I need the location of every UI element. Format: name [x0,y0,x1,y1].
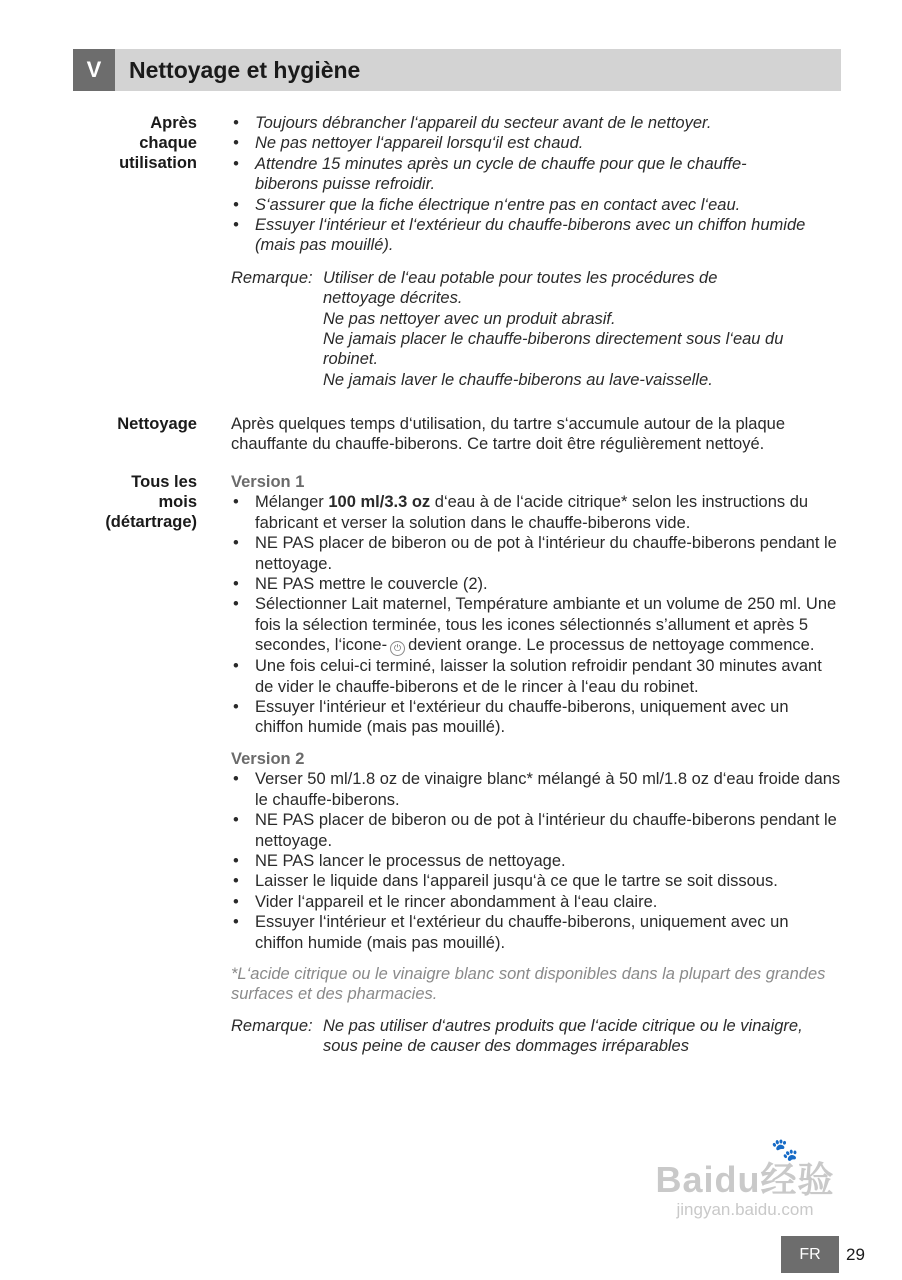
language-badge: FR [781,1236,839,1273]
remark-line: Utiliser de l‘eau potable pour toutes les procédures de nettoyage décrites. [323,268,718,308]
list-item: • Essuyer l‘intérieur et l‘extérieur du chauffe-biberons, uniquement avec un chiffon humide (mais pas mouillé). [231,697,841,738]
list-item: • S‘assurer que la fiche électrique n‘entre pas en contact avec l‘eau. [231,195,841,215]
after-use-content [231,113,841,390]
version-1-title: Version 1 [231,473,305,491]
page-number: 29 [846,1245,865,1264]
list-item: • Verser 50 ml/1.8 oz de vinaigre blanc* mélangé à 50 ml/1.8 oz d‘eau froide dans le chauffe-biberons. [231,769,841,810]
power-icon: ⏻ [390,641,405,656]
remark-line: Ne jamais laver le chauffe-biberons au lave-vaisselle. [323,370,713,389]
label-monthly: Tous les mois (détartrage) [105,473,197,531]
section-title: Nettoyage et hygiène [129,57,361,83]
remark-body [323,268,803,390]
cleaning-text: Après quelques temps d‘utilisation, du tartre s‘accumule autour de la plaque chauffante du chauffe-biberons. Ce tartre doit être régulièrement nettoyé. [231,415,785,454]
list-item: • Laisser le liquide dans l‘appareil jusqu‘à ce que le tartre se soit dissous. [231,871,841,891]
list-item: • Vider l‘appareil et le rincer abondamment à l‘eau claire. [231,892,841,912]
section-header [73,49,841,91]
remark-label: Remarque: [231,268,313,287]
footnote: *L‘acide citrique ou le vinaigre blanc sont disponibles dans la plupart des grandes surfaces et des pharmacies. [231,964,826,1004]
version-2-title: Version 2 [231,749,305,768]
version-2-list [231,769,841,953]
list-item: • NE PAS lancer le processus de nettoyage. [231,851,841,871]
label-after-use: Après chaque utilisation [119,114,197,172]
list-item: • Sélectionner Lait maternel, Température ambiante et un volume de 250 ml. Une fois la sélection terminée, tous les icones sélectionnés s’allument et après 5 secondes, l‘icone- ⏻ devient orange. Le processus de nettoyage commence. [231,594,855,656]
baidu-watermark: 🐾 Baidu经验 jingyan.baidu.com [640,1140,850,1220]
after-use-list [231,113,841,256]
list-item: • Essuyer l‘intérieur et l‘extérieur du chauffe-biberons, uniquement avec un chiffon humide (mais pas mouillé). [231,912,841,953]
remark-line: Ne pas nettoyer avec un produit abrasif. [323,309,616,328]
label-cleaning: Nettoyage [117,415,197,433]
list-item: • Attendre 15 minutes après un cycle de chauffe pour que le chauffe-biberons puisse refroidir. [231,154,755,195]
paw-icon: 🐾 [771,1137,799,1162]
remark-label: Remarque: [231,1016,313,1035]
list-item: • NE PAS placer de biberon ou de pot à l‘intérieur du chauffe-biberons pendant le nettoyage. [231,810,841,851]
after-use-remark [231,268,841,390]
list-item: • Mélanger 100 ml/3.3 oz d‘eau à de l‘acide citrique* selon les instructions du fabricant et verser la solution dans le chauffe-biberons vide. [231,492,841,533]
list-item: • Toujours débrancher l‘appareil du secteur avant de le nettoyer. [231,113,841,133]
list-item: • Ne pas nettoyer l‘appareil lorsqu‘il est chaud. [231,133,841,153]
list-item: • Une fois celui-ci terminé, laisser la solution refroidir pendant 30 minutes avant de vider le chauffe-biberons et de le rincer à l‘eau du robinet. [231,656,841,697]
monthly-remark [231,1016,841,1057]
remark-body: Ne pas utiliser d‘autres produits que l‘acide citrique ou le vinaigre, sous peine de causer des dommages irréparables [323,1016,803,1056]
remark-line: Ne jamais placer le chauffe-biberons directement sous l‘eau du robinet. [323,330,784,369]
section-number: V [73,49,115,91]
version-1-list [231,492,841,737]
list-item: • NE PAS mettre le couvercle (2). [231,574,841,594]
monthly-content [231,472,841,1057]
list-item: • Essuyer l‘intérieur et l‘extérieur du chauffe-biberons avec un chiffon humide (mais pas mouillé). [231,215,825,256]
list-item: • NE PAS placer de biberon ou de pot à l‘intérieur du chauffe-biberons pendant le nettoyage. [231,533,841,574]
